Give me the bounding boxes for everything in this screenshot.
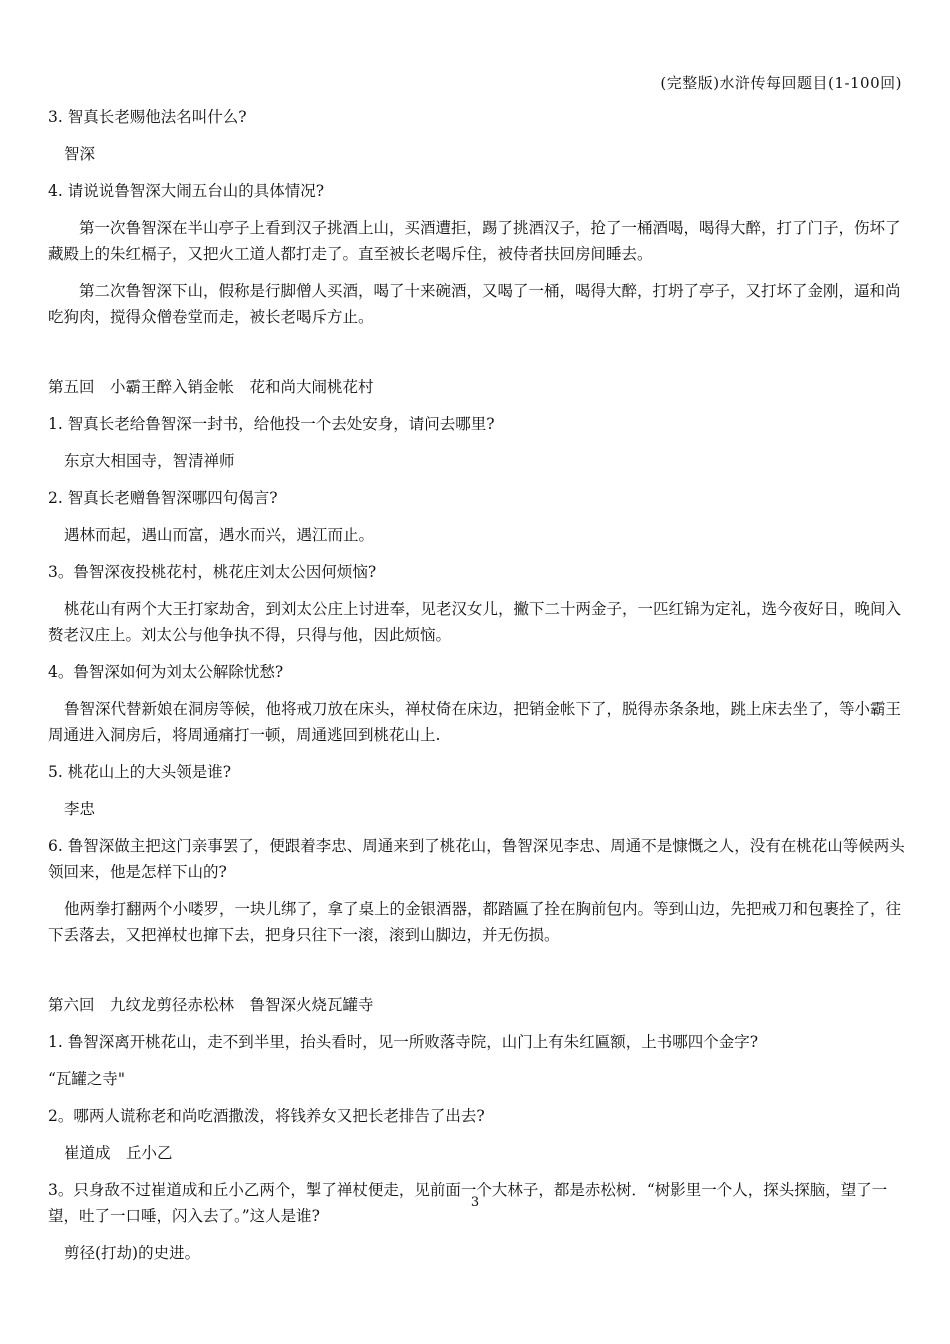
- ch5-answer-2: 遇林而起，遇山而富，遇水而兴，遇江而止。: [64, 526, 375, 544]
- ch6-answer-3: 剪径(打劫)的史进。: [64, 1244, 201, 1262]
- chapter-6-title: 第六回 九纹龙剪径赤松林 鲁智深火烧瓦罐寺: [48, 996, 374, 1014]
- ch5-answer-6: 他两拳打翻两个小喽罗，一块儿绑了，拿了桌上的金银酒器，都踏匾了拴在胸前包内。等到山边，先把戒刀和包裹拴了，往下丢落去，又把禅杖也撺下去，把身只往下一滚，滚到山脚边，并无伤损。: [48, 900, 902, 944]
- ch5-answer-1: 东京大相国寺，智清禅师: [64, 452, 235, 470]
- question-3: 3. 智真长老赐他法名叫什么?: [48, 108, 247, 126]
- ch5-answer-3: 桃花山有两个大王打家劫舍，到刘太公庄上讨进奉，见老汉女儿，撇下二十两金子，一匹红锦为定礼，选今夜好日，晚间入赘老汉庄上。刘太公与他争执不得，只得与他，因此烦恼。: [48, 600, 902, 644]
- ch5-answer-4: 鲁智深代替新娘在洞房等候，他将戒刀放在床头，禅杖倚在床边，把销金帐下了，脱得赤条条地，跳上床去坐了，等小霸王周通进入洞房后，将周通痛打一顿，周通逃回到桃花山上.: [48, 700, 902, 744]
- ch5-question-3: 3。鲁智深夜投桃花村，桃花庄刘太公因何烦恼?: [48, 563, 377, 581]
- ch5-question-5: 5. 桃花山上的大头领是谁?: [48, 763, 232, 781]
- ch5-question-4: 4。鲁智深如何为刘太公解除忧愁?: [48, 663, 284, 681]
- answer-4-paragraph-2: 第二次鲁智深下山，假称是行脚僧人买酒，喝了十来碗酒，又喝了一桶，喝得大醉，打坍了亭子，又打坏了金刚，逼和尚吃狗肉，搅得众僧卷堂而走，被长老喝斥方止。: [48, 282, 901, 326]
- ch6-question-3: 3。只身敌不过崔道成和丘小乙两个，掣了禅杖便走，见前面一个大林子，都是赤松树．“树影里一个人，探头探脑，望了一望，吐了一口唾，闪入去了。”这人是谁?: [48, 1181, 888, 1225]
- ch5-answer-5: 李忠: [64, 800, 96, 818]
- answer-3: 智深: [64, 145, 96, 163]
- ch6-question-2: 2。哪两人谎称老和尚吃酒撒泼，将钱养女又把长老排告了出去?: [48, 1107, 485, 1125]
- ch6-answer-2: 崔道成 丘小乙: [64, 1144, 173, 1162]
- ch6-question-1: 1. 鲁智深离开桃花山，走不到半里，抬头看时，见一所败落寺院，山门上有朱红匾额，上书哪四个金字?: [48, 1033, 759, 1051]
- ch5-question-1: 1. 智真长老给鲁智深一封书，给他投一个去处安身，请问去哪里?: [48, 415, 495, 433]
- page-content: [48, 104, 906, 1266]
- ch6-answer-1: “瓦罐之寺": [48, 1070, 126, 1088]
- answer-4-paragraph-1: 第一次鲁智深在半山亭子上看到汉子挑酒上山，买酒遭拒，踢了挑酒汉子，抢了一桶酒喝，喝得大醉，打了门子，伤坏了藏殿上的朱红槅子，又把火工道人都打走了。直至被长老喝斥住，被侍者扶回房间睡去。: [48, 219, 901, 263]
- ch5-question-2: 2. 智真长老赠鲁智深哪四句偈言?: [48, 489, 278, 507]
- chapter-5-title: 第五回 小霸王醉入销金帐 花和尚大闹桃花村: [48, 378, 374, 396]
- question-4: 4. 请说说鲁智深大闹五台山的具体情况?: [48, 182, 325, 200]
- page-number: 3: [470, 1195, 480, 1210]
- page-header: (完整版)水浒传每回题目(1-100回): [660, 74, 902, 92]
- ch5-question-6: 6. 鲁智深做主把这门亲事罢了，便跟着李忠、周通来到了桃花山，鲁智深见李忠、周通不是慷慨之人，没有在桃花山等候两头领回来，他是怎样下山的?: [48, 837, 905, 881]
